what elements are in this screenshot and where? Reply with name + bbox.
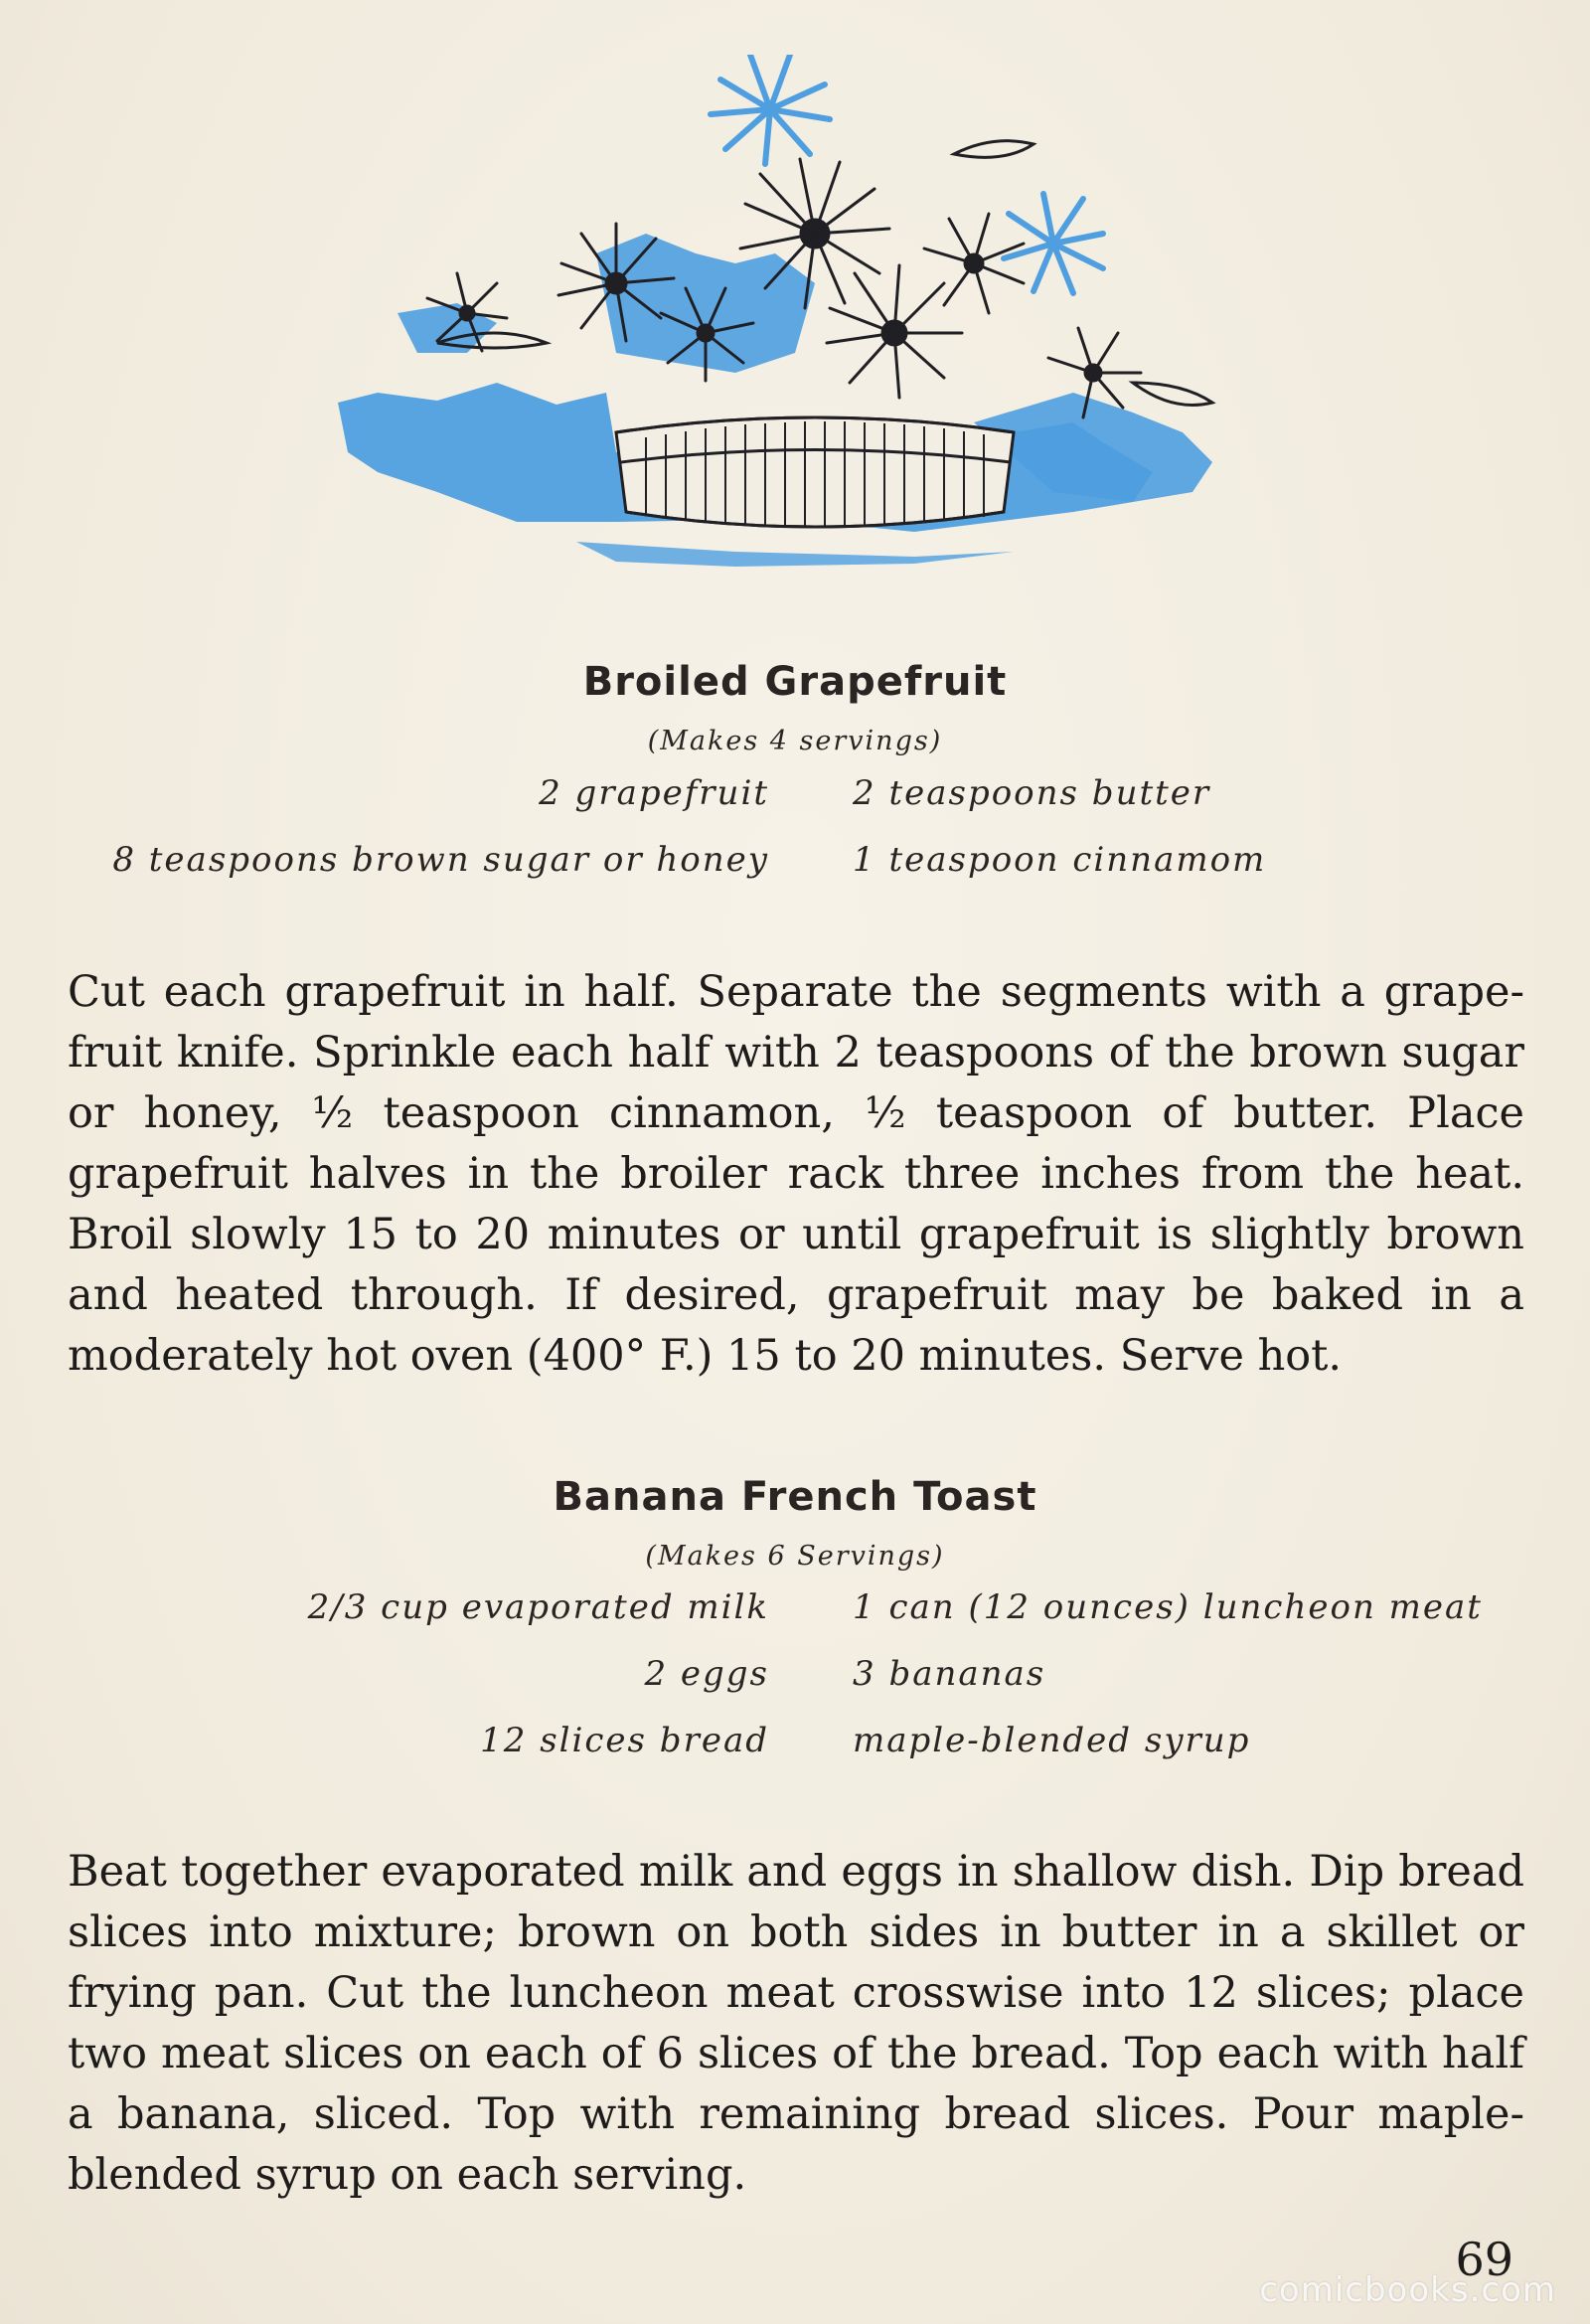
ingredient-item: 2 eggs bbox=[644, 1654, 769, 1694]
recipe-title: Broiled Grapefruit bbox=[582, 659, 1008, 705]
ingredient-item: 2 teaspoons butter bbox=[853, 773, 1211, 813]
flower-basket-illustration bbox=[318, 55, 1272, 572]
recipe-instructions: Beat together evaporated milk and eggs in shallow dish. Dip bread slices into mixture; brown on both sides in butter in a skillet or frying pan. Cut the luncheon meat crosswise into 12 slices; place two meat slices on each of 6 slices of the bread. Top each with half a banana, sliced. Top with remaining bread slices. Pour maple-blended syrup on each serving. bbox=[68, 1847, 1524, 2200]
ingredient-item: 1 can (12 ounces) luncheon meat bbox=[853, 1587, 1483, 1627]
page-number: 69 bbox=[1455, 2233, 1513, 2286]
ingredient-item: 2 grapefruit bbox=[539, 773, 769, 813]
ingredient-item: maple-blended syrup bbox=[853, 1721, 1251, 1760]
recipe-servings: (Makes 6 Servings) bbox=[645, 1541, 945, 1572]
recipe-servings: (Makes 4 servings) bbox=[647, 726, 943, 756]
watermark: comicbooks.com bbox=[1259, 2270, 1556, 2310]
recipe-instructions: Cut each grapefruit in half. Separate the segments with a grape-fruit knife. Sprinkle each half with 2 teaspoons of the brown sugar or honey, ½ teaspoon cinnamon, ½ teaspoon of butter. Place grapefruit halves in the broiler rack three inches from the heat. Broil slowly 15 to 20 minutes or until grapefruit is slightly brown and heated through. If desired, grapefruit may be baked in a moderately hot oven (400° F.) 15 to 20 minutes. Serve hot. bbox=[68, 967, 1524, 1381]
ingredient-item: 1 teaspoon cinnamom bbox=[853, 840, 1267, 880]
ingredient-item: 3 bananas bbox=[853, 1654, 1046, 1694]
ingredient-item: 12 slices bread bbox=[480, 1721, 769, 1760]
recipe-title: Banana French Toast bbox=[553, 1474, 1037, 1520]
ingredient-item: 2/3 cup evaporated milk bbox=[307, 1587, 769, 1627]
ingredient-item: 8 teaspoons brown sugar or honey bbox=[112, 840, 769, 880]
